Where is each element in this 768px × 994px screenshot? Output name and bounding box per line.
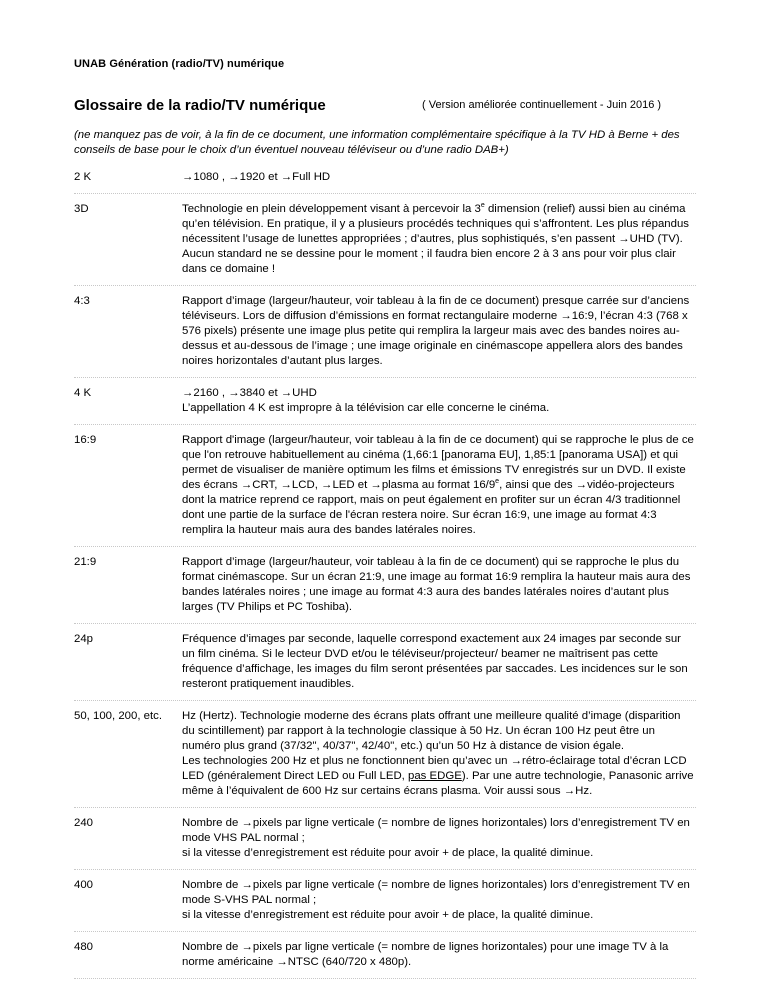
definition-paragraph: si la vitesse d’enregistrement est réduite pour avoir + de place, la qualité diminue. [182, 847, 594, 859]
definition-text: , ainsi que des →vidéo-projecteurs dont la matrice reprend ce rapport, mais on peut également en profiter sur un écran 4/3 traditionnel dont une partie de la surface de l'écran restera noire. Sur écran 16:9, une image au format 4:3 remplira la hauteur mais aura des bandes latérales noires. [182, 479, 681, 536]
glossary-term: 4:3 [74, 295, 90, 307]
glossary-term: 50, 100, 200, etc. [74, 710, 163, 722]
superscript: e [480, 202, 485, 210]
definition-line: L’appellation 4 K est impropre à la télévision car elle concerne le cinéma. [182, 402, 550, 414]
version-note: ( Version améliorée continuellement - Juin 2016 ) [422, 99, 662, 111]
glossary-term: 4 K [74, 387, 92, 399]
glossary-entry [74, 878, 696, 932]
glossary-term: 2 K [74, 171, 92, 183]
glossary-term: 16:9 [74, 434, 97, 446]
glossary-term: 400 [74, 879, 94, 891]
intro-note: (ne manquez pas de voir, à la fin de ce document, une information complémentaire spécifique à la TV HD à Berne + des conseils de base pour le choix d’un éventuel nouveau téléviseur ou d’une radio DAB+) [74, 129, 680, 156]
glossary-definition [182, 816, 696, 861]
glossary-entry [74, 940, 696, 979]
page-title: Glossaire de la radio/TV numérique [74, 97, 326, 114]
glossary-entry [74, 433, 696, 547]
definition-paragraph: si la vitesse d’enregistrement est réduite pour avoir + de place, la qualité diminue. [182, 909, 594, 921]
document-header: UNAB Génération (radio/TV) numérique [74, 58, 285, 70]
glossary-term: 3D [74, 203, 89, 215]
glossary-definition: Fréquence d’images par seconde, laquelle correspond exactement aux 24 images par seconde sur un film cinéma. Si le lecteur DVD et/ou le téléviseur/projecteur/ beamer ne maîtrisent pas cette fréquence d’affichage, les images du film seront présentées par saccades. Les incidences sur le son resteront pratiquement inaudibles. [182, 633, 688, 690]
glossary-definition [182, 386, 696, 416]
glossary-entry [74, 202, 696, 286]
glossary-definition [182, 433, 696, 538]
superscript: e [495, 478, 500, 486]
definition-text: Les technologies 200 Hz et plus ne fonctionnent bien qu’avec un →rétro-éclairage total d’écran LCD LED (généralement Direct LED ou Full LED, [182, 755, 687, 782]
glossary-term: 480 [74, 941, 94, 953]
definition-paragraph: Nombre de →pixels par ligne verticale (= nombre de lignes horizontales) lors d’enregistrement TV en mode VHS PAL normal ; [182, 817, 690, 844]
glossary-definition [182, 202, 696, 277]
glossary-definition: Nombre de →pixels par ligne verticale (= nombre de lignes horizontales) pour une image TV à la norme américaine →NTSC (640/720 x 480p). [182, 941, 669, 968]
glossary-term: 24p [74, 633, 94, 645]
glossary-entry [74, 632, 696, 701]
title-row [74, 97, 694, 115]
glossary-entry [74, 555, 696, 624]
glossary-entry [74, 386, 696, 425]
definition-text: Technologie en plein développement visant à percevoir la 3 [182, 203, 481, 215]
glossary-term: 240 [74, 817, 94, 829]
glossary-definition: →1080 , →1920 et →Full HD [182, 171, 331, 183]
glossary-entry [74, 170, 696, 194]
glossary-definition [182, 878, 696, 923]
definition-text: dimension (relief) aussi bien au cinéma qu’en télévision. En pratique, il y a plusieurs procédés techniques qui s’affrontent. Les plus répandus nécessitent l’usage de lunettes appropriées ; d’autres, plus sophistiqués, s’en passent →UHD (TV). Aucun standard ne se dessine pour le moment ; il faudra bien encore 2 à 3 ans pour voir plus clair dans ce domaine ! [182, 203, 689, 275]
glossary-definition: Rapport d’image (largeur/hauteur, voir tableau à la fin de ce document) qui se rapproche le plus du format cinémascope. Sur un écran 21:9, une image au format 16:9 remplira la hauteur mais aura des bandes latérales noires ; une image au format 4:3 aura des bandes latérales noires d’autant plus larges (TV Philips et PC Toshiba). [182, 556, 691, 613]
definition-paragraph [182, 754, 696, 799]
definition-paragraph: Nombre de →pixels par ligne verticale (= nombre de lignes horizontales) lors d’enregistrement TV en mode S-VHS PAL normal ; [182, 879, 690, 906]
glossary-list [74, 170, 696, 987]
glossary-entry [74, 294, 696, 378]
definition-text: ). Par une autre technologie, Panasonic arrive même à l’équivalent de 600 Hz sur certains écrans plasma. Voir aussi sous →Hz. [182, 770, 694, 797]
glossary-entry [74, 709, 696, 808]
glossary-definition: Rapport d’image (largeur/hauteur, voir tableau à la fin de ce document) presque carrée sur d’anciens téléviseurs. Lors de diffusion d’émissions en format rectangulaire moderne →16:9, l’écran 4:3 (768 x 576 pixels) présente une image plus petite qui remplira la largeur mais avec des bandes noires au-dessus et au-dessous de l’image ; une image originale en cinémascope appellera alors des bandes noires horizontales d’autant plus larges. [182, 295, 690, 367]
glossary-definition [182, 709, 696, 799]
glossary-entry [74, 816, 696, 870]
glossary-term: 21:9 [74, 556, 97, 568]
underlined-text: pas EDGE [408, 770, 462, 782]
definition-paragraph: Hz (Hertz). Technologie moderne des écrans plats offrant une meilleure qualité d’image (disparition du scintillement) par rapport à la technologie classique à 50 Hz. Un écran 100 Hz peut être un numéro plus grand (37/32", 40/37", 42/40", etc.) qu’un 50 Hz à distance de vision égale. [182, 710, 681, 752]
definition-text: Rapport d'image (largeur/hauteur, voir tableau à la fin de ce document) qui se rapproche le plus de ce que l'on retrouve habituellement au cinéma (1,66:1 [panorama EU], 1,85:1 [panorama USA]) et qui permet de visualiser de manière optimum les films et émissions TV enregistrés sur un DVD. Il existe des écrans →CRT, →LCD, →LED et →plasma au format 16/9 [182, 434, 694, 491]
definition-line: →2160 , →3840 et →UHD [182, 387, 317, 399]
